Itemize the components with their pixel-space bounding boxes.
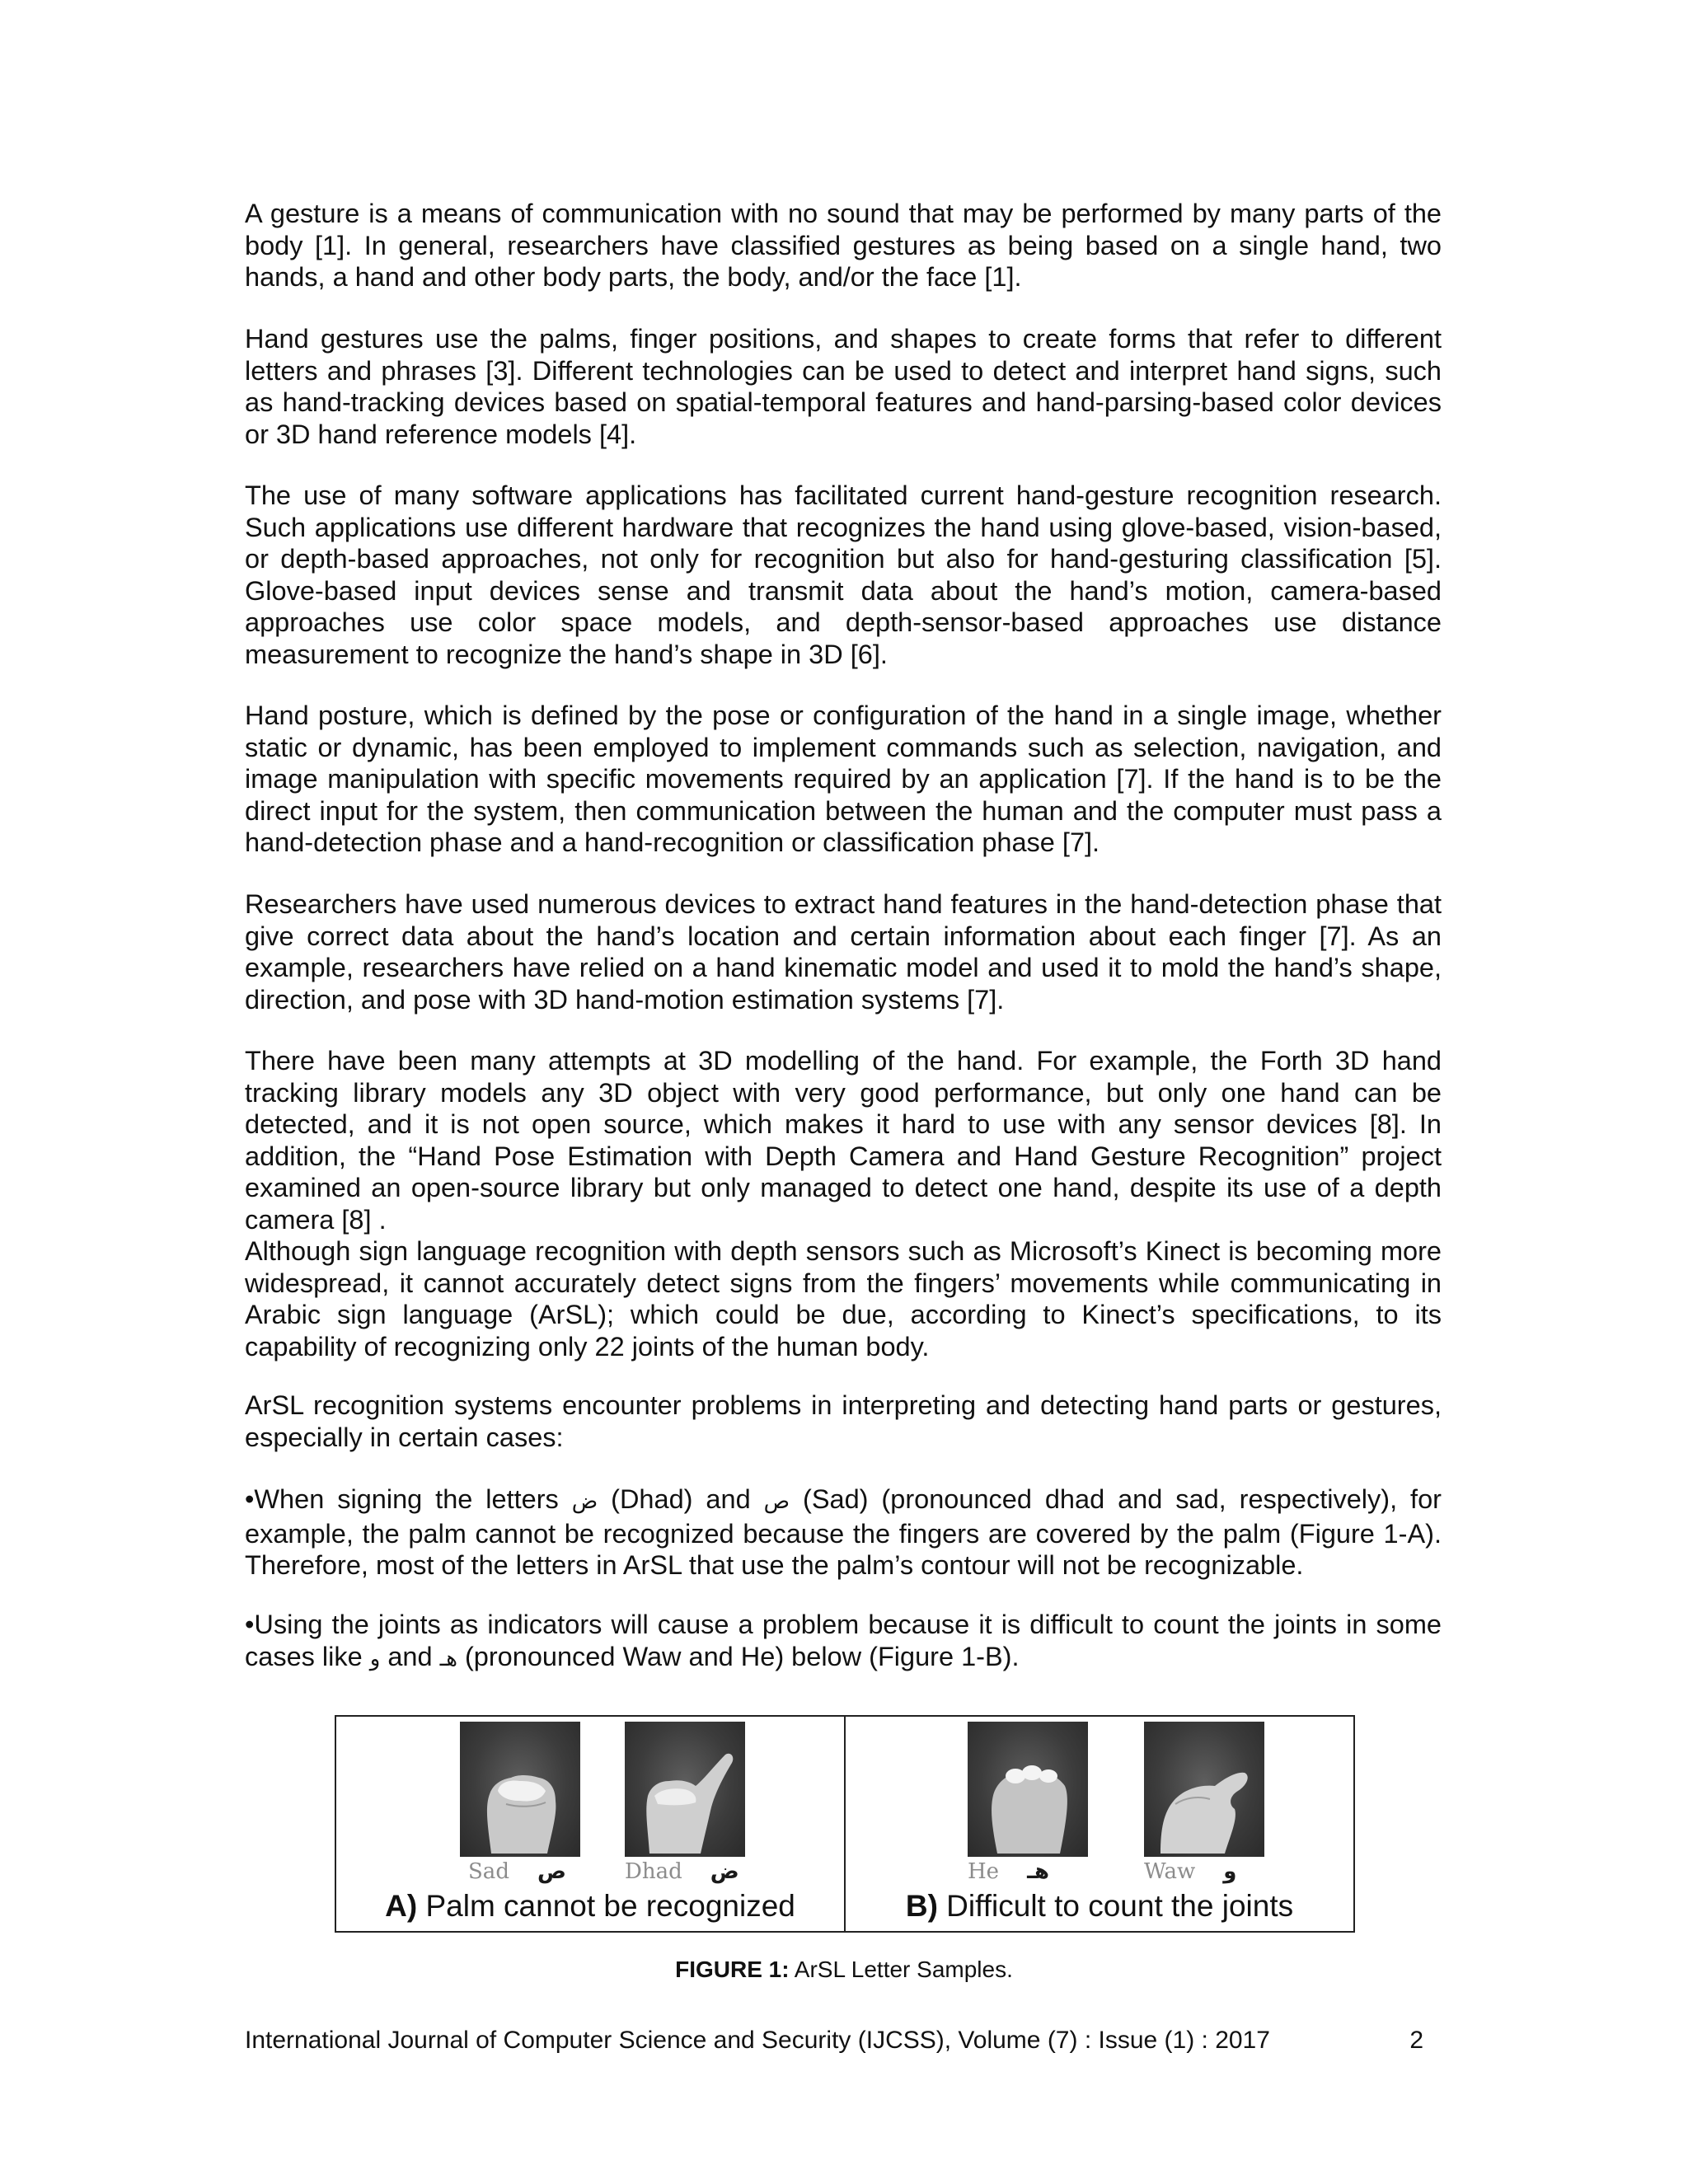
figure-arsl-samples bbox=[335, 1715, 1355, 1933]
arabic-letter-he: هـ bbox=[439, 1646, 457, 1671]
hand-curled-icon bbox=[1144, 1722, 1264, 1857]
arabic-letter-waw: و bbox=[369, 1646, 381, 1671]
body-text bbox=[245, 198, 1442, 293]
hand-fist-icon bbox=[460, 1722, 580, 1857]
figure-caption: FIGURE 1: ArSL Letter Samples. bbox=[675, 1957, 1013, 1982]
panel-caption-b: B) Difficult to count the joints bbox=[905, 1889, 1294, 1923]
hand-photo-waw bbox=[1144, 1722, 1264, 1857]
paragraph-hand-posture: Hand posture, which is defined by the pose or configuration of the hand in a single image, whether static or dynamic, has been employed to implement commands such as selection, navigation, and image manipulation with specific movements required by an application [7]. If the hand is to be the direct input for the system, then communication between the human and the computer must pass a hand-detection phase and a hand-recognition or classification phase [7]. bbox=[245, 701, 1442, 857]
paragraph-3d-modelling: There have been many attempts at 3D modelling of the hand. For example, the Forth 3D hand tracking library models any 3D object with very good performance, but only one hand can be detected, and it is not open source, which makes it hard to use with any sensor devices [8]. In addition, the “Hand Pose Estimation with Depth Camera and Hand Gesture Recognition” project examined an open-source library but only managed to detect one hand, despite its use of a depth camera [8] . bbox=[245, 1046, 1442, 1235]
paragraph-hand-gestures: Hand gestures use the palms, finger positions, and shapes to create forms that refer to different letters and phrases [3]. Different technologies can be used to detect and interpret hand signs, such as hand-tracking devices based on spatial-temporal features and hand-parsing-based color devices or 3D hand reference models [4]. bbox=[245, 324, 1442, 449]
photo-label-waw: Waw و bbox=[1144, 1859, 1237, 1884]
panel-caption-a: A) Palm cannot be recognized bbox=[385, 1889, 795, 1923]
paragraph-arsl-problems: ArSL recognition systems encounter problems in interpreting and detecting hand parts or gestures, especially in certain cases: bbox=[245, 1390, 1442, 1452]
body-text bbox=[245, 888, 1442, 1015]
photo-label-sad: Sad ص bbox=[468, 1859, 566, 1884]
photo-label-he: He هـ bbox=[968, 1859, 1049, 1884]
paragraph-software-applications: The use of many software applications has facilitated current hand-gesture recognition research. Such applications use different hardware that recognizes the hand using glove-based, vision-based, or depth-based approaches, not only for recognition but also for hand-gesturing classification [5]. Glove-based input devices sense and transmit data about the hand’s motion, camera-based approaches use color space models, and depth-sensor-based approaches use distance measurement to recognize the hand’s shape in 3D [6]. bbox=[245, 480, 1442, 669]
figure-panel-a bbox=[336, 1717, 844, 1931]
paragraph-kinect: Although sign language recognition with depth sensors such as Microsoft’s Kinect is becoming more widespread, it cannot accurately detect signs from the fingers’ movements while communicating in Arabic sign language (ArSL); which could be due, according to Kinect’s specifications, to its capability of recognizing only 22 joints of the human body. bbox=[245, 1236, 1442, 1361]
paragraph-gesture-definition: A gesture is a means of communication with no sound that may be performed by many parts of the body [1]. In general, researchers have classified gestures as being based on a single hand, two hands, a hand and other body parts, the body, and/or the face [1]. bbox=[245, 199, 1442, 292]
bullet-joints-problem: •Using the joints as indicators will cause a problem because it is difficult to count the joints in some cases like و and هـ (pronounced Waw and He) below (Figure 1-B). bbox=[245, 1610, 1442, 1671]
arabic-letter-sad: ص bbox=[763, 1489, 790, 1514]
page-number: 2 bbox=[1409, 2027, 1423, 2054]
body-text bbox=[245, 1609, 1442, 1675]
hand-photo-sad bbox=[460, 1722, 580, 1857]
paragraph-hand-features: Researchers have used numerous devices to extract hand features in the hand-detection phase that give correct data about the hand’s location and certain information about each finger [7]. As an example, researchers have relied on a hand kinematic model and used it to mold the hand’s shape, direction, and pose with 3D hand-motion estimation systems [7]. bbox=[245, 889, 1442, 1015]
hand-photo-he bbox=[968, 1722, 1088, 1857]
body-text bbox=[245, 480, 1442, 670]
page-footer bbox=[245, 2027, 1423, 2055]
body-text bbox=[245, 1483, 1442, 1582]
bullet-palm-problem: •When signing the letters ض (Dhad) and ص (Sad) (pronounced dhad and sad, respectively), for example, the palm cannot be recognized because the fingers are covered by the palm (Figure 1-A). Therefore, most of the letters in ArSL that use the palm’s contour will not be recognizable. bbox=[245, 1484, 1442, 1580]
journal-citation: International Journal of Computer Science and Security (IJCSS), Volume (7) : Issue (1) : 2017 bbox=[245, 2027, 1270, 2054]
body-text bbox=[245, 700, 1442, 859]
body-text bbox=[245, 1045, 1442, 1362]
photo-label-dhad: Dhad ض bbox=[625, 1859, 739, 1884]
hand-thumb-out-icon bbox=[625, 1722, 745, 1857]
body-text bbox=[245, 1390, 1442, 1453]
body-text bbox=[245, 323, 1442, 450]
hand-bent-fingers-icon bbox=[968, 1722, 1088, 1857]
arabic-letter-dhad: ض bbox=[571, 1489, 598, 1514]
figure-panel-b bbox=[844, 1717, 1353, 1931]
hand-photo-dhad bbox=[625, 1722, 745, 1857]
